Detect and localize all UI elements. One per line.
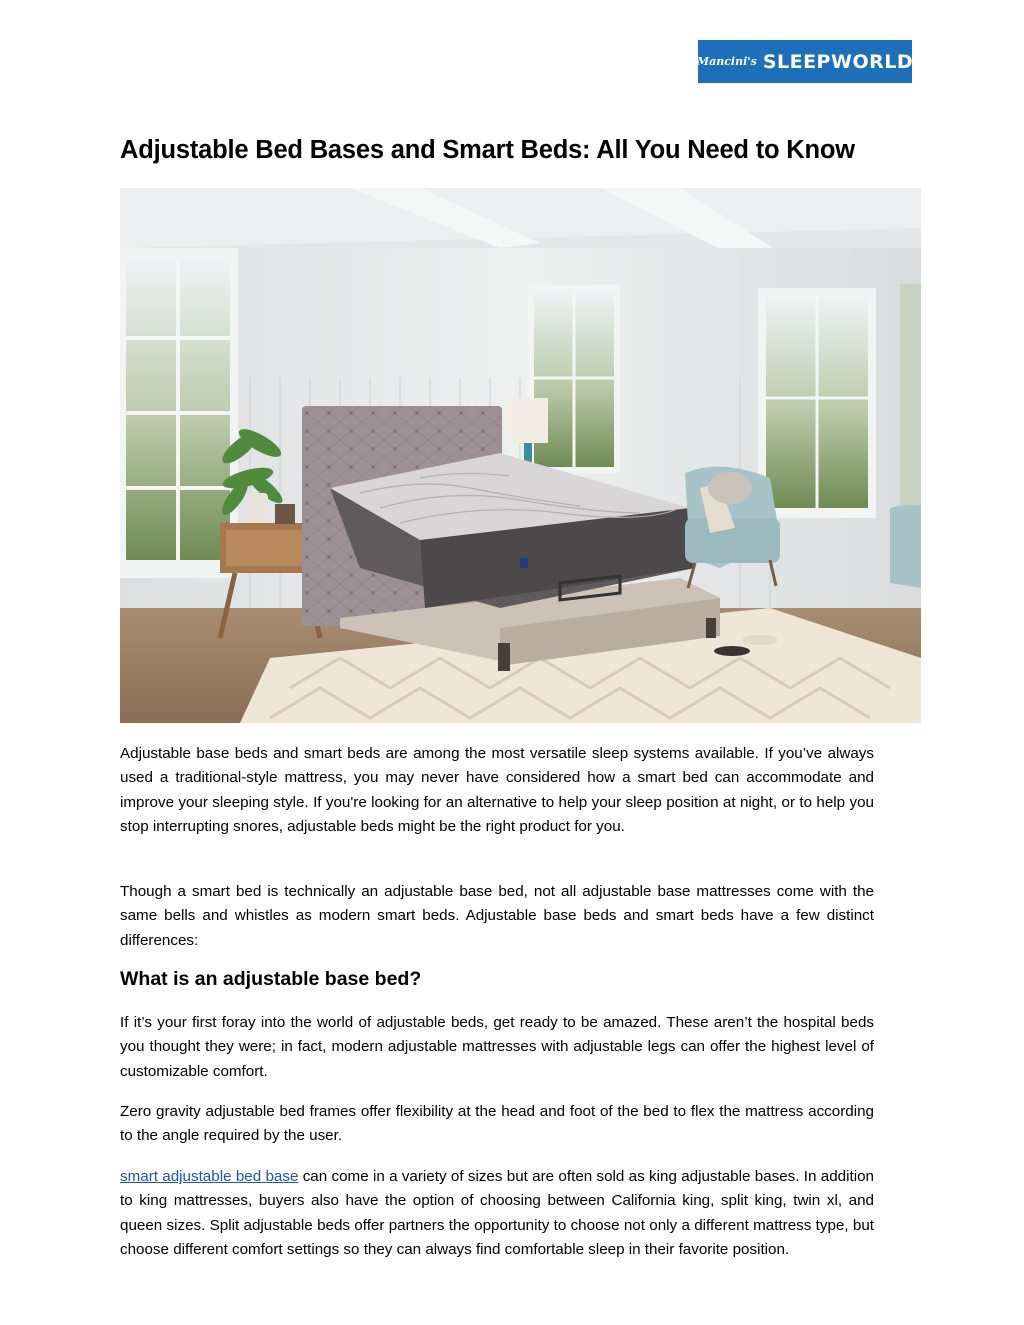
page-title: Adjustable Bed Bases and Smart Beds: All You Need to Know [120,136,855,164]
section-heading: What is an adjustable base bed? [120,968,422,990]
section-paragraph-1: If it’s your first foray into the world of adjustable beds, get ready to be amazed. These aren’t the hospital beds you thought they were; in fact, modern adjustable mattresses with adjustable legs can offer the highest level of customizable comfort. [120,1014,874,1080]
bedroom-illustration [120,188,921,723]
logo-brand-text: Mancini's [696,55,757,68]
sizes-paragraph-text: can come in a variety of sizes but are often sold as king adjustable bases. In addition to king mattresses, buyers also have the option of choosing between California king, split king, twin xl, and queen sizes. Split adjustable beds offer partners the opportunity to choose not only a different mattress type, but choose different comfort settings so they can always find comfortable sleep in their favorite position. [120,1168,874,1259]
sizes-paragraph [120,1165,874,1263]
intro-paragraph: Adjustable base beds and smart beds are among the most versatile sleep systems available. If you’ve always used a traditional-style mattress, you may never have considered how a smart bed can accommodate and improve your sleeping style. If you're looking for an alternative to help your sleep position at night, or to help you stop interrupting snores, adjustable beds might be the right product for you. [120,745,874,836]
logo-name-text: SLEEPWORLD [762,50,914,73]
differences-paragraph: Though a smart bed is technically an adjustable base bed, not all adjustable base mattresses come with the same bells and whistles as modern smart beds. Adjustable base beds and smart beds have a few distinct differences: [120,883,874,949]
hero-image-bedroom [120,188,921,723]
smart-adjustable-bed-base-link[interactable]: smart adjustable bed base [120,1168,299,1185]
section-paragraph-2: Zero gravity adjustable bed frames offer flexibility at the head and foot of the bed to flex the mattress according to the angle required by the user. [120,1103,874,1145]
sleepworld-logo[interactable] [698,40,912,83]
